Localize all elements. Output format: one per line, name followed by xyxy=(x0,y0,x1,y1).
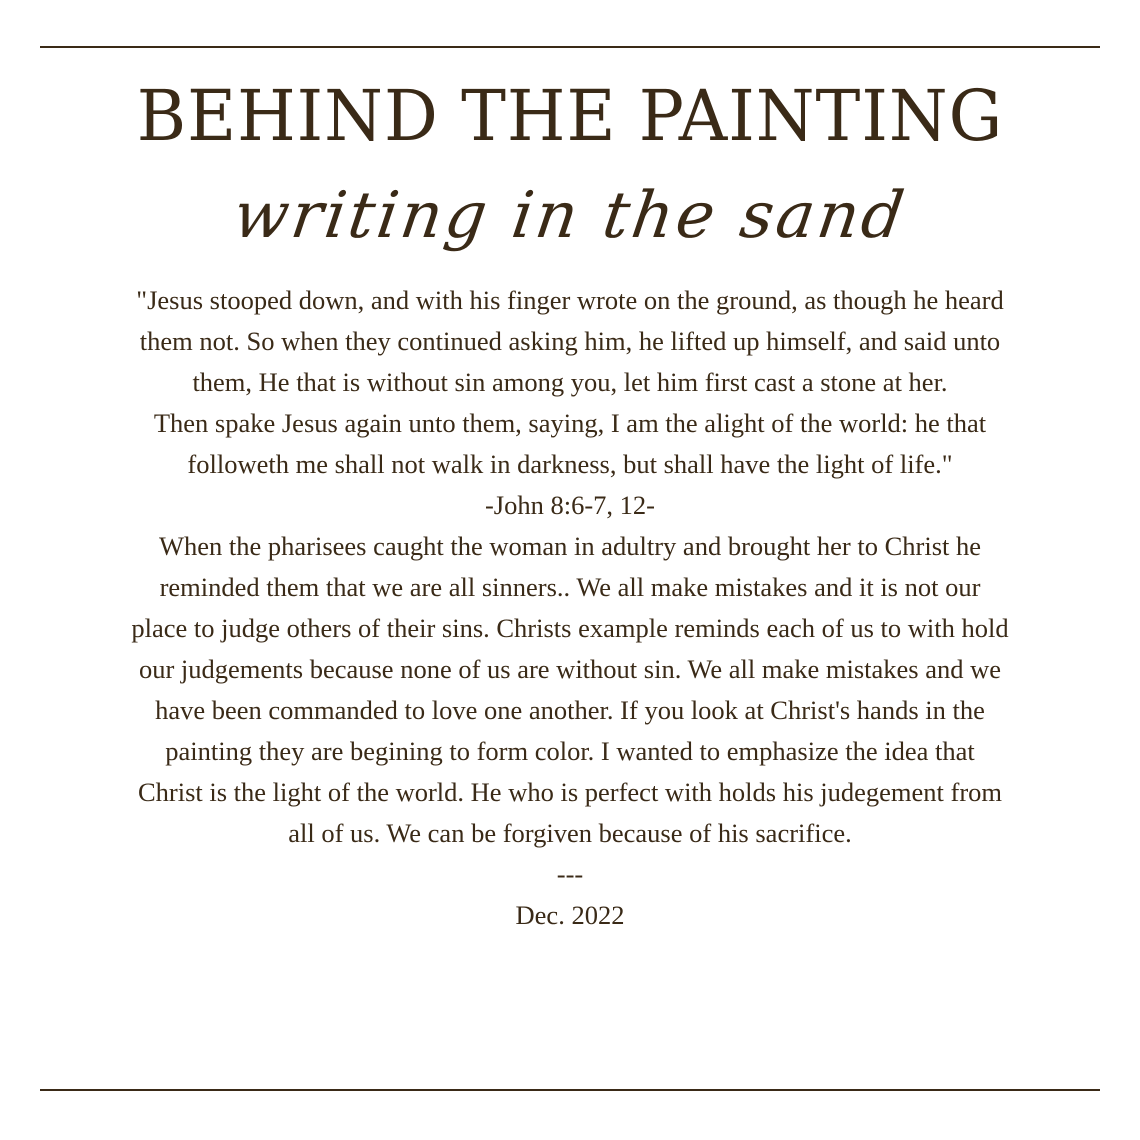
top-divider xyxy=(40,46,1100,48)
page-title: BEHIND THE PAINTING xyxy=(136,75,1004,157)
body-text xyxy=(130,280,1010,936)
scripture-quote-part-2: Then spake Jesus again unto them, saying, I am the alight of the world: he that followeth me shall not walk in darkness, but shall have the light of life." xyxy=(153,408,987,479)
date-label: Dec. 2022 xyxy=(515,900,625,930)
reflection-paragraph: When the pharisees caught the woman in adultry and brought her to Christ he reminded them that we are all sinners.. We all make mistakes and it is not our place to judge others of their sins. Christs example reminds each of us to with hold our judgements because none of us are without sin. We all make mistakes and we have been commanded to love one another. If you look at Christ's hands in the painting they are begining to form color. I wanted to emphasize the idea that Christ is the light of the world. He who is perfect with holds his judegement from all of us. We can be forgiven because of his sacrifice. xyxy=(131,531,1009,848)
page-subtitle: writing in the sand xyxy=(228,179,912,253)
bottom-divider xyxy=(40,1089,1100,1091)
section-separator: --- xyxy=(556,859,584,889)
scripture-citation: -John 8:6-7, 12- xyxy=(484,490,656,520)
scripture-quote-part-1: "Jesus stooped down, and with his finger wrote on the ground, as though he heard them not. So when they continued asking him, he lifted up himself, and said unto them, He that is without sin among you, let him first cast a stone at her. xyxy=(136,285,1004,397)
